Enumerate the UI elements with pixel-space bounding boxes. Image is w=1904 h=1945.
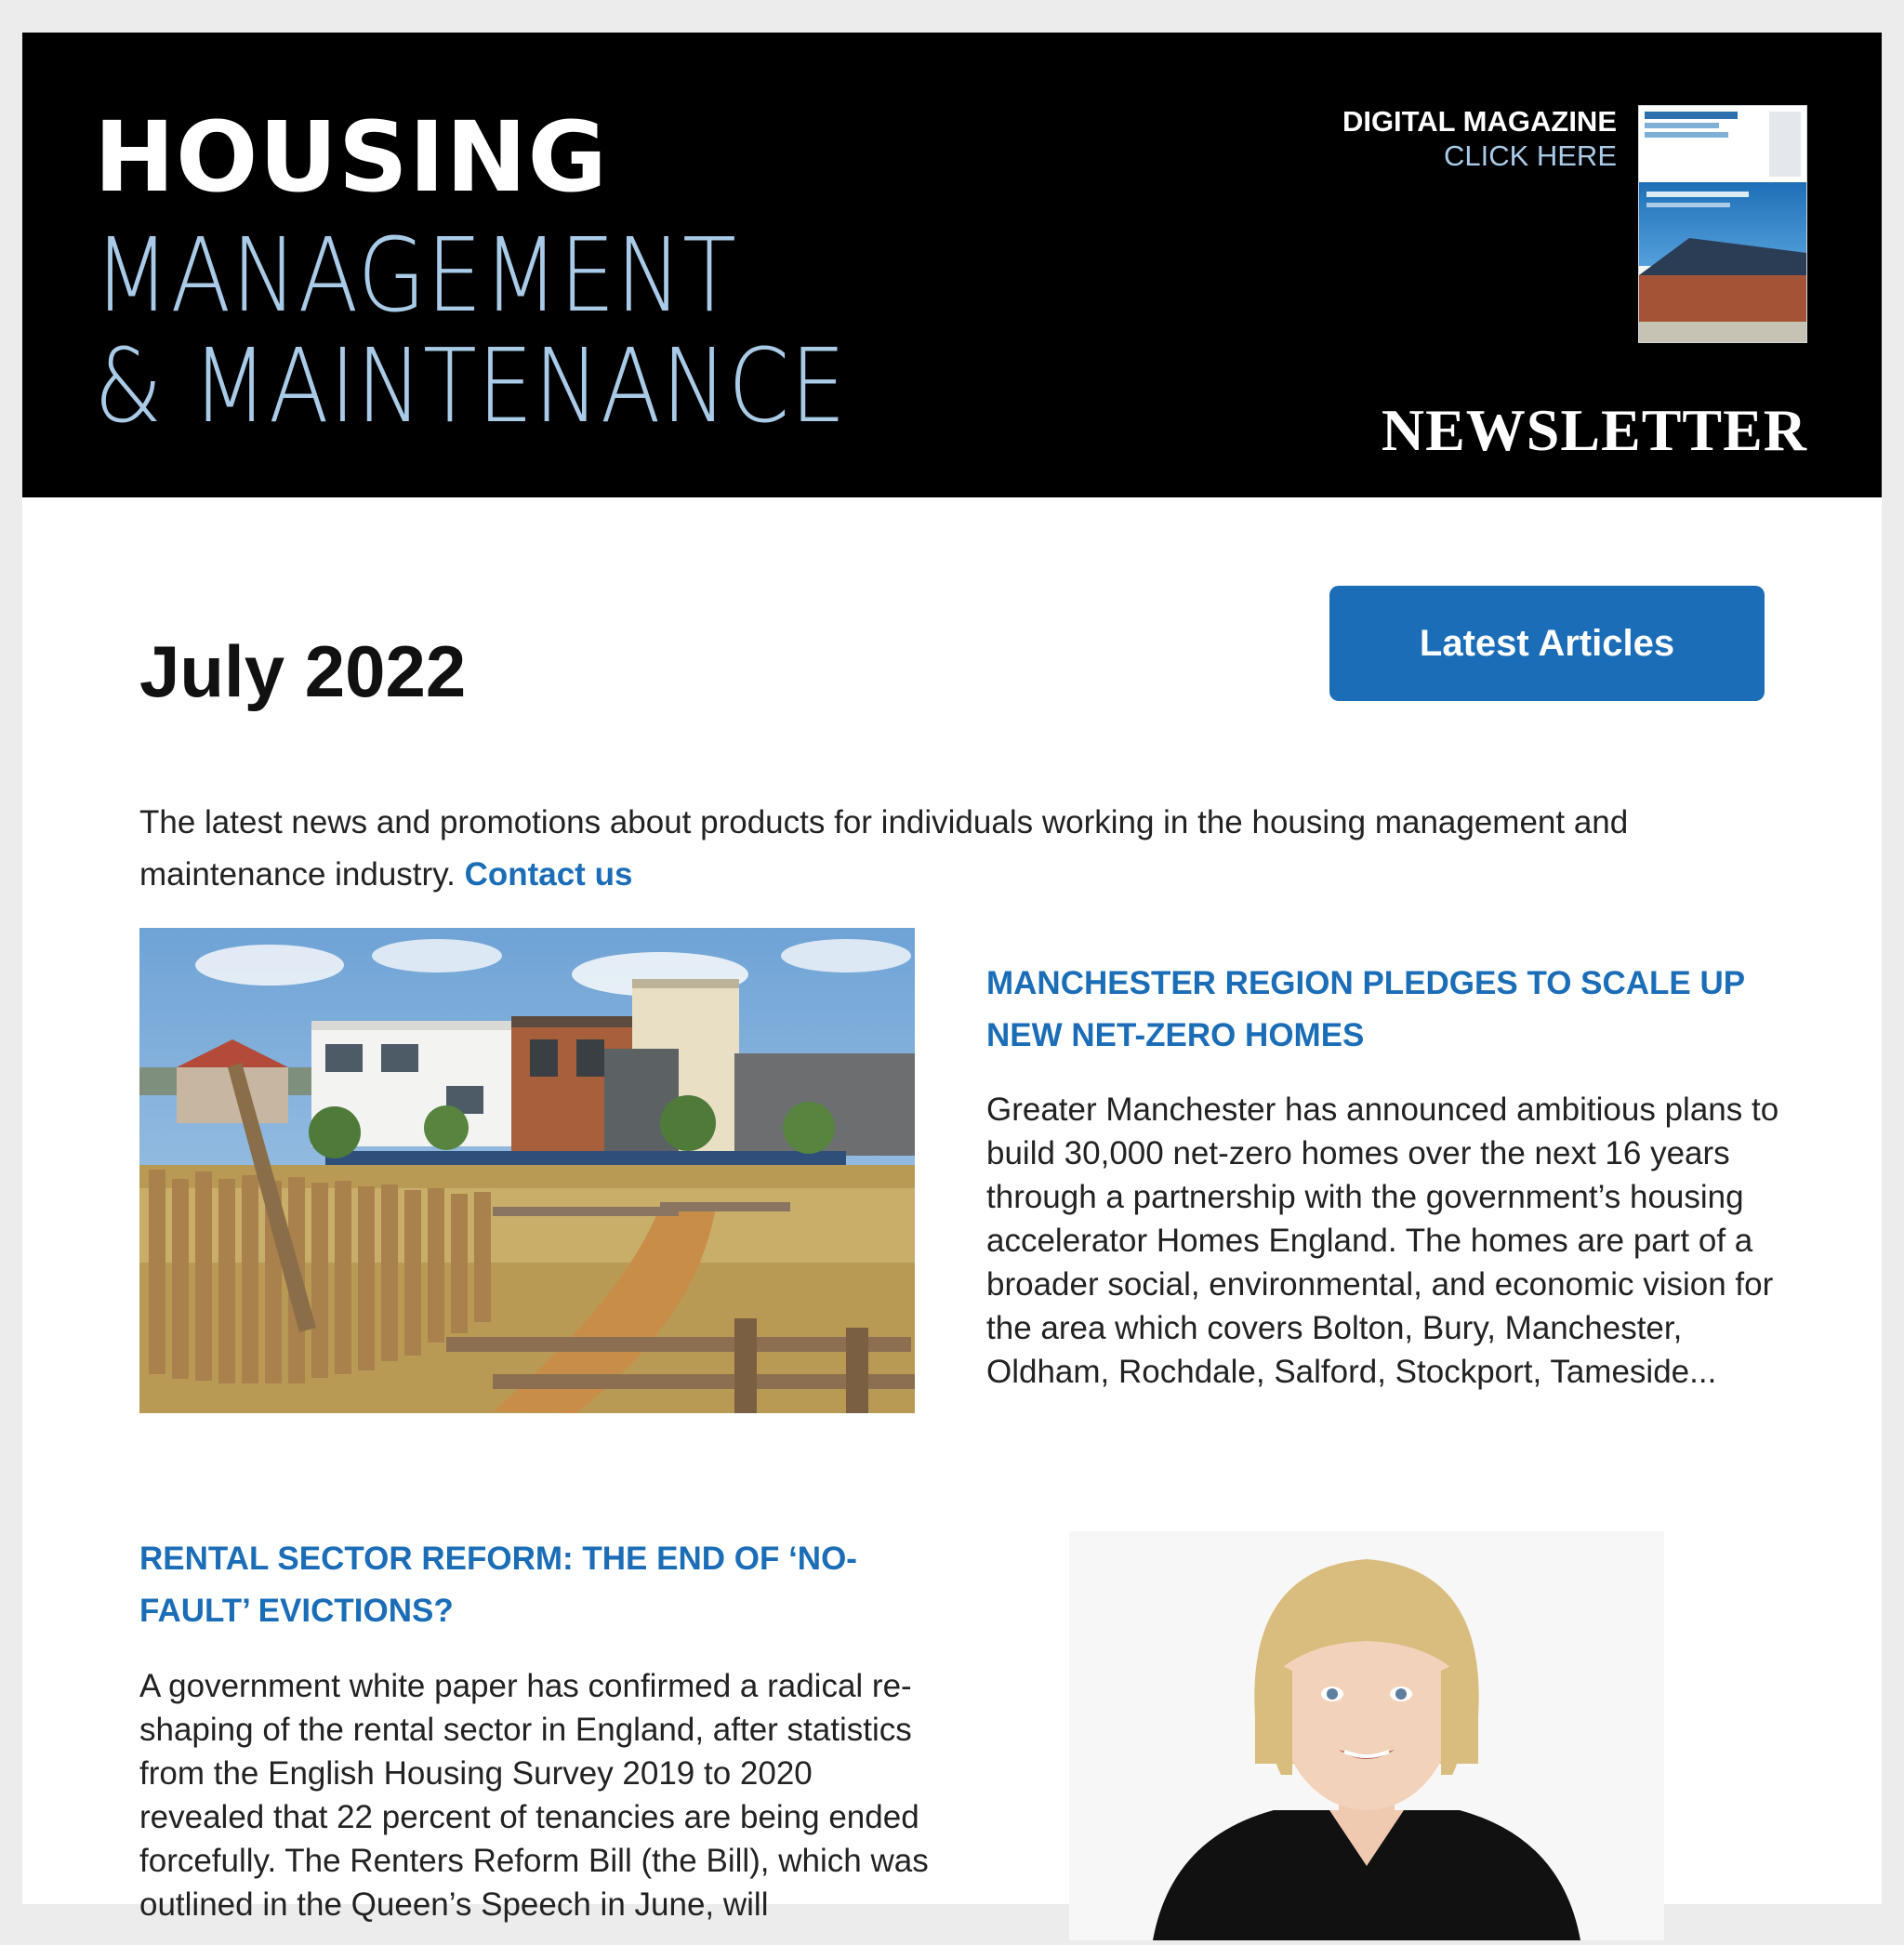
contact-us-link[interactable]: Contact us bbox=[464, 856, 633, 893]
issue-date: July 2022 bbox=[139, 630, 467, 712]
digital-magazine-link[interactable]: CLICK HERE bbox=[1443, 139, 1617, 172]
article-2-title[interactable]: RENTAL SECTOR REFORM: THE END OF ‘NO-FAULT’ EVICTIONS? bbox=[139, 1541, 857, 1629]
article-1-image[interactable] bbox=[139, 928, 915, 1413]
article-1-summary: Greater Manchester has announced ambitious plans to build 30,000 net-zero homes over the next 16 years through a partnership with the government’s housing accelerator Homes England. The homes are part of a broader social, environmental, and economic vision for the area which covers Bolton, Bury, Manchester, Oldham, Rochdale, Salford, Stockport, Tameside... bbox=[986, 1092, 1779, 1390]
cover-masthead-bar bbox=[1645, 132, 1728, 138]
portrait-photo bbox=[1069, 1531, 1664, 1940]
brand-title-line3[interactable]: & MAINTENANCE bbox=[94, 326, 847, 445]
cover-headline-bar bbox=[1646, 203, 1730, 207]
cover-sidebar-box bbox=[1769, 112, 1801, 177]
article-2-portrait-image[interactable] bbox=[1069, 1531, 1664, 1940]
article-1-title[interactable]: MANCHESTER REGION PLEDGES TO SCALE UP NEW NET-ZERO HOMES bbox=[986, 965, 1745, 1053]
digital-magazine-label[interactable]: DIGITAL MAGAZINE bbox=[1342, 105, 1617, 138]
newsletter-label: NEWSLETTER bbox=[1381, 397, 1807, 463]
brand-title-line1[interactable]: HOUSING bbox=[94, 100, 608, 214]
housing-development-photo bbox=[139, 928, 915, 1413]
cover-masthead-bar bbox=[1645, 112, 1738, 119]
cover-headline-bar bbox=[1646, 192, 1749, 197]
newsletter-card bbox=[22, 33, 1882, 1923]
cover-brick-wall bbox=[1639, 275, 1806, 322]
cover-masthead-bar bbox=[1645, 123, 1719, 128]
intro-paragraph bbox=[139, 797, 1776, 901]
latest-articles-button[interactable]: Latest Articles bbox=[1329, 586, 1765, 701]
article-2-summary: A government white paper has confirmed a radical re-shaping of the rental sector in England, after statistics from the English Housing Survey 2019 to 2020 revealed that 22 percent of tenancies are being ended forcefully. The Renters Reform Bill (the Bill), which was outlined in the Queen’s Speech in June, will bbox=[139, 1668, 929, 1923]
magazine-cover-thumbnail[interactable] bbox=[1638, 105, 1807, 343]
intro-text: The latest news and promotions about products for individuals working in the housing management and maintenance industry. bbox=[139, 804, 1629, 893]
cover-ground bbox=[1639, 322, 1806, 342]
brand-title-line2[interactable]: MANAGEMENT bbox=[94, 216, 737, 335]
newsletter-header bbox=[22, 33, 1882, 497]
